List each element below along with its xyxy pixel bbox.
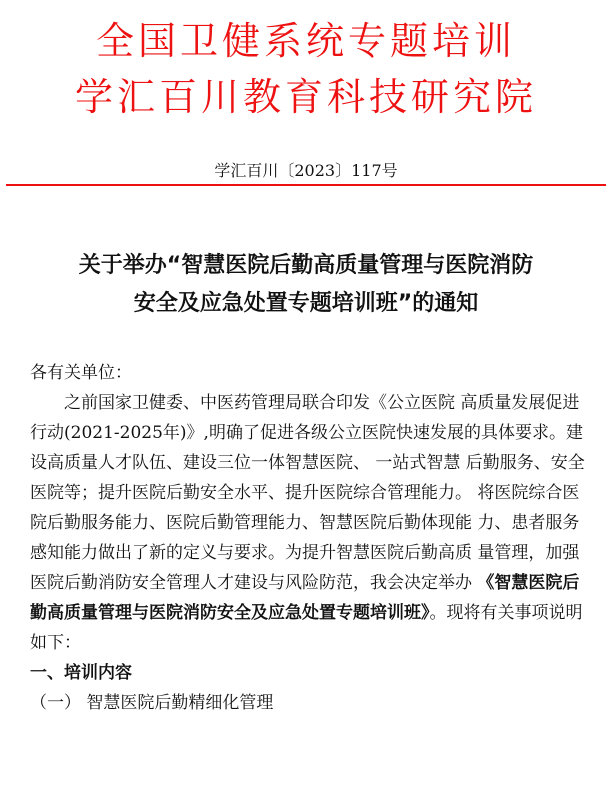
org-header-line1: 全国卫健系统专题培训 xyxy=(95,19,516,63)
section-heading-1: 一、培训内容 xyxy=(30,663,132,683)
document-title-line1: 关于举办“智慧医院后勤高质量管理与医院消防 xyxy=(78,253,534,278)
document-body xyxy=(30,358,592,718)
document-number: 学汇百川〔2023〕117号 xyxy=(214,161,398,180)
red-divider xyxy=(6,184,606,186)
list-item-1: （一） 智慧医院后勤精细化管理 xyxy=(30,693,274,713)
paragraph-1-text: 之前国家卫健委、中医药管理局联合印发《公立医院 高质量发展促进行动(2021-2025年)》,明确了促进各级公立医院快速发展的具体要求。建设高质量人才队伍、建设三位一体智慧医院、 一站式智慧 后勤服务、安全医院等；提升医院后勤安全水平、提升医院综合管理能力。 将医院综合医院后勤服务能力、医院后勤管理能力、智慧医院后勤体现能 力、患者服务感知能力做出了新的定义与要求。为提升智慧医院后勤高质 量管理，加强医院后勤消防安全管理人才建设与风险防范，我会决定举办 xyxy=(30,393,585,593)
document-title-line2: 安全及应急处置专题培训班”的通知 xyxy=(133,291,479,316)
paragraph-1 xyxy=(30,388,592,658)
training-name-bold: 《智慧医院后勤高质量管理与医院消防安全及应急处置专题培训班》 xyxy=(30,573,580,623)
paragraph-1-tail: 。现将有关事项说明如下： xyxy=(30,603,583,653)
salutation: 各有关单位： xyxy=(30,363,132,383)
org-header-line2: 学汇百川教育科技研究院 xyxy=(74,75,537,119)
